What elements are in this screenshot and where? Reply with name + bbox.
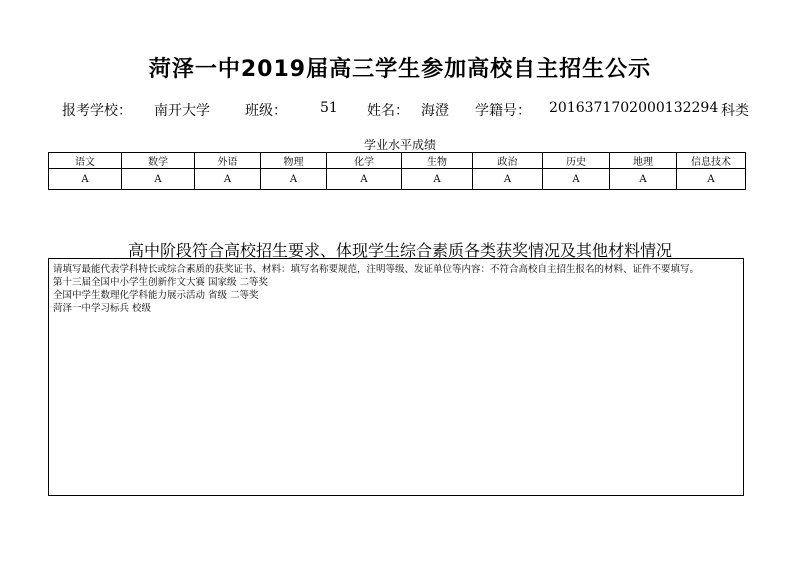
school-label: 报考学校： — [62, 103, 132, 119]
score-header: 语文 — [49, 153, 122, 169]
class-value: 51 — [320, 100, 338, 116]
score-header: 信息技术 — [677, 153, 746, 169]
awards-box — [48, 258, 744, 496]
score-value: A — [543, 169, 610, 190]
scores-table — [48, 152, 746, 190]
scores-header-row — [49, 153, 746, 169]
awards-instruction: 请填写最能代表学科特长或综合素质的获奖证书、材料：填写名称要规范，注明等级、发证单位等内容：不符合高校自主招生报名的材料、证件不要填写。 — [53, 264, 700, 275]
score-header: 地理 — [610, 153, 677, 169]
name-label: 姓名： — [367, 103, 409, 119]
name-value: 海澄 — [421, 103, 449, 119]
school-value: 南开大学 — [154, 103, 210, 119]
score-header: 物理 — [261, 153, 327, 169]
scores-caption: 学业水平成绩 — [363, 138, 436, 152]
page-title: 菏泽一中2019届高三学生参加高校自主招生公示 — [148, 57, 652, 82]
class-label: 班级： — [245, 103, 287, 119]
score-header: 政治 — [473, 153, 543, 169]
score-value: A — [327, 169, 402, 190]
student-id-label: 学籍号： — [475, 103, 531, 119]
award-item: 第十三届全国中小学生创新作文大赛 国家级 二等奖 — [53, 277, 269, 288]
student-id-value: 2016371702000132294 — [549, 100, 719, 116]
score-header: 历史 — [543, 153, 610, 169]
score-value: A — [49, 169, 122, 190]
award-item: 菏泽一中学习标兵 校级 — [53, 303, 152, 314]
scores-value-row — [49, 169, 746, 190]
score-header: 生物 — [402, 153, 473, 169]
subject-label: 科类 — [721, 103, 749, 119]
awards-section-title: 高中阶段符合高校招生要求、体现学生综合素质各类获奖情况及其他材料情况 — [127, 241, 672, 260]
score-value: A — [195, 169, 261, 190]
score-header: 外语 — [195, 153, 261, 169]
score-value: A — [402, 169, 473, 190]
score-header: 化学 — [327, 153, 402, 169]
score-value: A — [122, 169, 195, 190]
score-value: A — [677, 169, 746, 190]
award-item: 全国中学生数理化学科能力展示活动 省级 二等奖 — [53, 290, 259, 301]
applicant-info-row — [62, 100, 800, 124]
score-value: A — [261, 169, 327, 190]
score-value: A — [610, 169, 677, 190]
score-header: 数学 — [122, 153, 195, 169]
score-value: A — [473, 169, 543, 190]
